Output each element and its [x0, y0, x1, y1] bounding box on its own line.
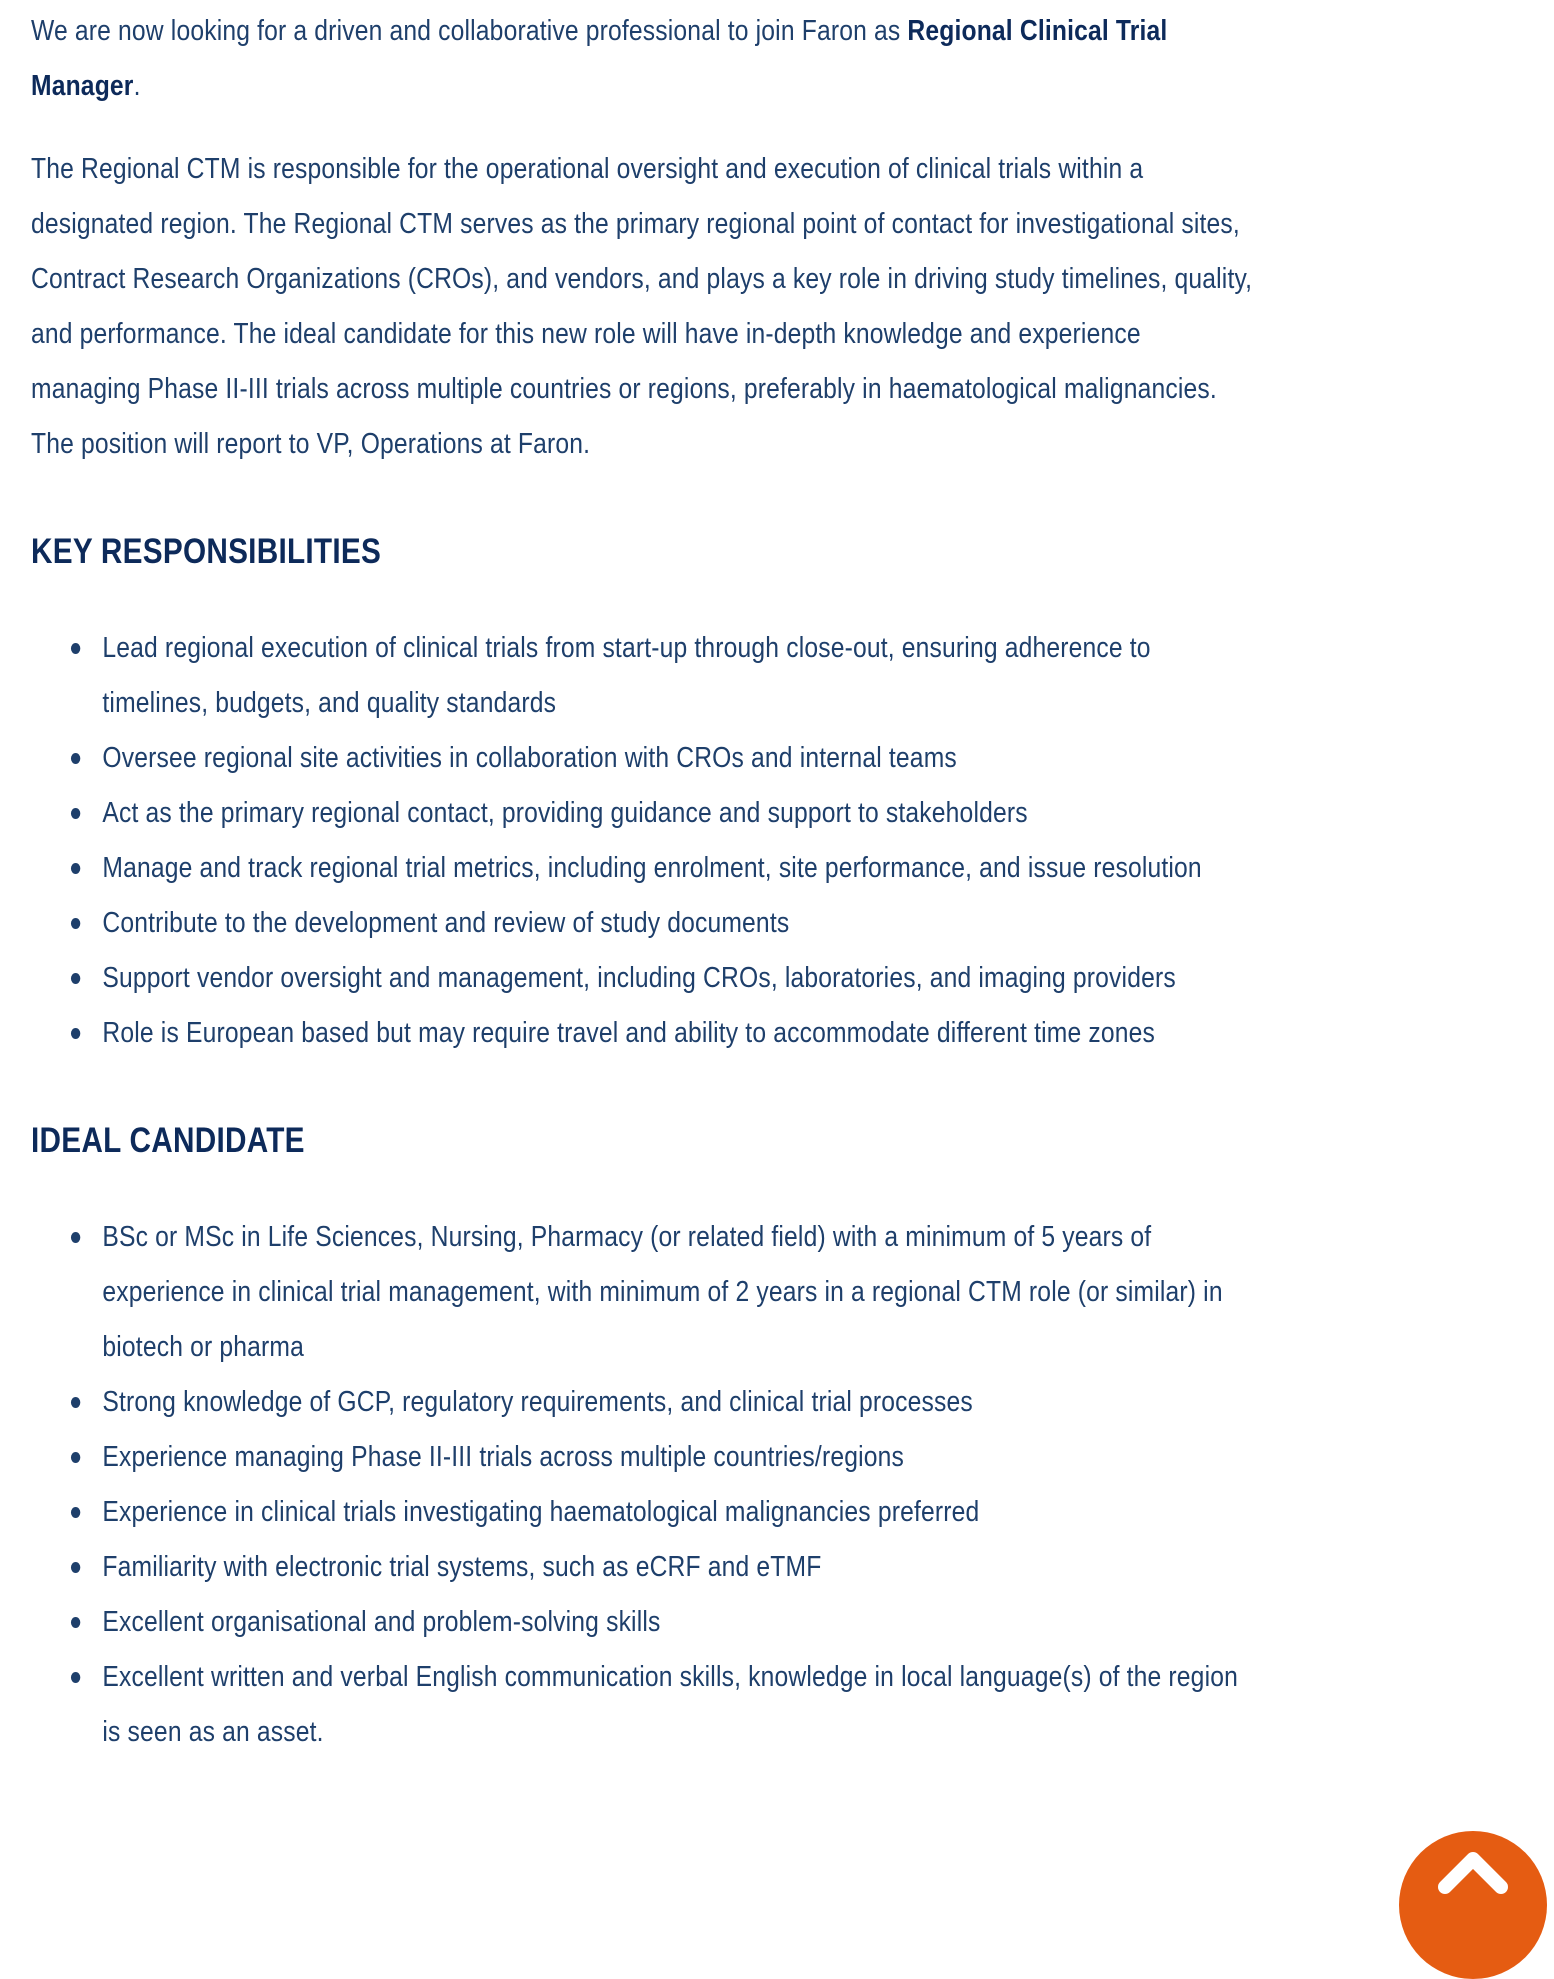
scroll-to-top-button[interactable]: [1399, 1831, 1547, 1979]
list-item: Strong knowledge of GCP, regulatory requirements, and clinical trial processes: [102, 1375, 1256, 1430]
intro-text-after: .: [133, 70, 141, 102]
job-title-bold: Regional Clinical Trial Manager: [31, 15, 1168, 102]
list-item: Oversee regional site activities in collaboration with CROs and internal teams: [102, 731, 1256, 786]
section-heading-ideal-candidate: IDEAL CANDIDATE: [31, 1121, 305, 1160]
list-item: Role is European based but may require travel and ability to accommodate different time zones: [102, 1006, 1256, 1061]
chevron-up-icon: [1437, 1849, 1509, 1895]
list-item: Experience managing Phase II-III trials across multiple countries/regions: [102, 1430, 1256, 1485]
section-heading-key-responsibilities: KEY RESPONSIBILITIES: [31, 532, 382, 571]
list-item: Excellent organisational and problem-solving skills: [102, 1595, 1256, 1650]
ideal-candidate-list: [31, 1210, 1257, 1760]
list-item: Experience in clinical trials investigating haematological malignancies preferred: [102, 1485, 1256, 1540]
intro-paragraph: [31, 4, 1257, 114]
list-item: Excellent written and verbal English communication skills, knowledge in local language(s) of the region is seen as an asset.: [102, 1650, 1256, 1760]
list-item: Lead regional execution of clinical trials from start-up through close-out, ensuring adherence to timelines, budgets, and quality standards: [102, 621, 1256, 731]
role-overview-paragraph: The Regional CTM is responsible for the operational oversight and execution of clinical trials within a designated region. The Regional CTM serves as the primary regional point of contact for investigational sites, Contract Research Organizations (CROs), and vendors, and plays a key role in driving study timelines, quality, and performance. The ideal candidate for this new role will have in-depth knowledge and experience managing Phase II-III trials across multiple countries or regions, preferably in haematological malignancies. The position will report to VP, Operations at Faron.: [31, 153, 1253, 460]
intro-text-before: We are now looking for a driven and collaborative professional to join Faron as: [31, 15, 908, 47]
list-item: Act as the primary regional contact, providing guidance and support to stakeholders: [102, 786, 1256, 841]
list-item: Support vendor oversight and management, including CROs, laboratories, and imaging providers: [102, 951, 1256, 1006]
list-item: BSc or MSc in Life Sciences, Nursing, Pharmacy (or related field) with a minimum of 5 years of experience in clinical trial management, with minimum of 2 years in a regional CTM role (or similar) in biotech or pharma: [102, 1210, 1256, 1375]
list-item: Familiarity with electronic trial systems, such as eCRF and eTMF: [102, 1540, 1256, 1595]
list-item: Manage and track regional trial metrics, including enrolment, site performance, and issue resolution: [102, 841, 1256, 896]
key-responsibilities-list: [31, 621, 1257, 1061]
list-item: Contribute to the development and review of study documents: [102, 896, 1256, 951]
